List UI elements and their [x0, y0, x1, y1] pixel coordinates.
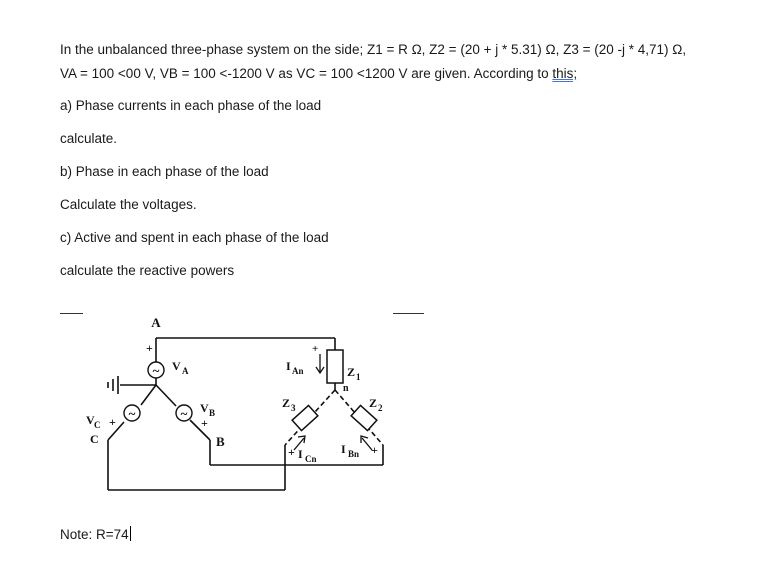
- wire-c-source: [141, 385, 156, 405]
- ibn-label: I: [341, 442, 346, 456]
- node-b-label: B: [216, 434, 225, 449]
- question-c-line-1: c) Active and spent in each phase of the load: [60, 230, 329, 245]
- note-line[interactable]: [60, 526, 131, 542]
- impedance-z3: [292, 405, 318, 430]
- icn-label: I: [298, 447, 303, 461]
- impedance-z1: [327, 350, 343, 383]
- note-text: Note: R=74: [60, 527, 129, 542]
- problem-line-1: In the unbalanced three-phase system on the side; Z1 = R Ω, Z2 = (20 + j * 5.31) Ω, Z3 = (20 -j * 4,71) Ω,: [60, 42, 687, 57]
- va-subscript: A: [182, 366, 189, 376]
- plus-a: +: [146, 341, 153, 355]
- plus-b: +: [201, 416, 208, 430]
- question-a-line-2: calculate.: [60, 131, 118, 146]
- tilde-c-icon: ~: [128, 406, 136, 421]
- va-label: V: [172, 359, 181, 373]
- vc-label: V: [86, 413, 95, 427]
- z1-label: Z: [347, 365, 356, 379]
- question-c-line-2: calculate the reactive powers: [60, 263, 235, 278]
- vb-subscript: B: [209, 408, 216, 418]
- plus-cn: +: [288, 445, 295, 459]
- ian-subscript: An: [292, 366, 304, 376]
- z3-subscript: 3: [291, 403, 296, 413]
- vb-label: V: [200, 401, 209, 415]
- vc-subscript: C: [94, 420, 101, 430]
- circuit-diagram: [60, 310, 400, 500]
- plus-an: +: [312, 343, 319, 355]
- question-a-line-1: a) Phase currents in each phase of the load: [60, 98, 322, 113]
- node-c-label: C: [90, 432, 99, 446]
- z2-subscript: 2: [378, 403, 383, 413]
- z1-subscript: 1: [356, 372, 361, 382]
- ian-label: I: [286, 359, 291, 373]
- problem-line-2-text: VA = 100 <00 V, VB = 100 <-1200 V as VC = 100 <1200 V are given. According to: [60, 66, 553, 81]
- wire-b-source: [156, 385, 176, 406]
- z3-label: Z: [282, 396, 291, 410]
- plus-bn: +: [371, 443, 378, 457]
- question-b-line-1: b) Phase in each phase of the load: [60, 164, 269, 179]
- text-cursor: [130, 526, 131, 541]
- neutral-n-label: n: [343, 383, 349, 394]
- icn-subscript: Cn: [305, 454, 317, 464]
- tilde-a-icon: ~: [152, 363, 160, 378]
- node-a-label: A: [151, 315, 161, 330]
- spellcheck-word[interactable]: this;: [552, 66, 578, 81]
- question-b-line-2: Calculate the voltages.: [60, 197, 197, 212]
- problem-line-2: [60, 66, 577, 81]
- z2-label: Z: [369, 396, 378, 410]
- tilde-b-icon: ~: [180, 406, 188, 421]
- plus-c: +: [109, 415, 116, 429]
- ibn-subscript: Bn: [348, 449, 360, 459]
